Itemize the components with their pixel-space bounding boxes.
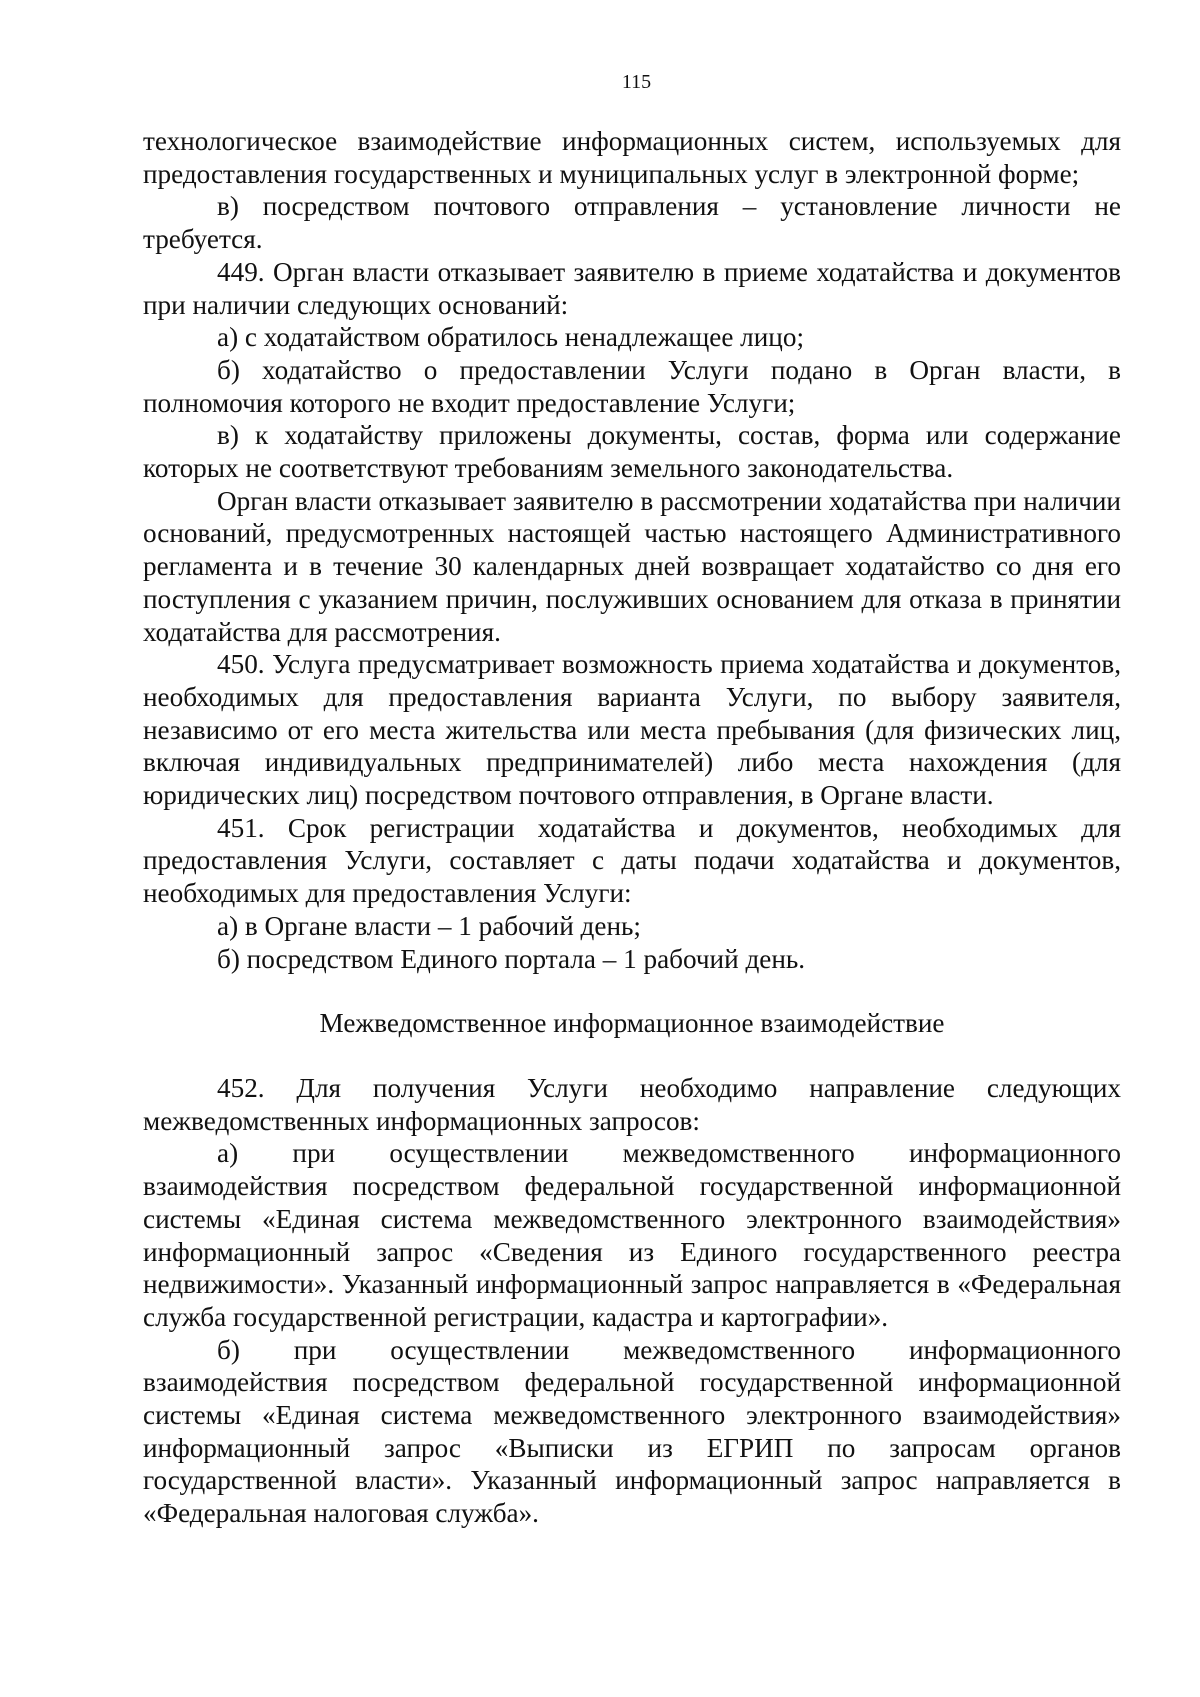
list-item: б) при осуществлении межведомственного информационного взаимодействия посредством федеральной государственной информационной системы «Единая система межведомственного электронного взаимодействия» информационный запрос «Выписки из ЕГРИП по запросам органов государственной власти». Указанный информационный запрос направляется в «Федеральная налоговая служба». [143,1334,1121,1529]
paragraph-449: 449. Орган власти отказывает заявителю в приеме ходатайства и документов при наличии следующих оснований: [143,256,1121,320]
paragraph: в) посредством почтового отправления – установление личности не требуется. [143,191,1121,255]
page-number: 115 [621,71,652,93]
document-body [143,125,1121,1530]
list-item: а) в Органе власти – 1 рабочий день; [217,910,641,941]
list-item: а) при осуществлении межведомственного информационного взаимодействия посредством федеральной государственной информационной системы «Единая система межведомственного электронного взаимодействия» информационный запрос «Сведения из Единого государственного реестра недвижимости». Указанный информационный запрос направляется в «Федеральная служба государственной регистрации, кадастра и картографии». [143,1138,1121,1332]
paragraph-450: 450. Услуга предусматривает возможность приема ходатайства и документов, необходимых для предоставления варианта Услуги, по выбору заявителя, независимо от его места жительства или места пребывания (для физических лиц, включая индивидуальных предпринимателей) либо места нахождения (для юридических лиц) посредством почтового отправления, в Органе власти. [143,649,1121,811]
paragraph: технологическое взаимодействие информационных систем, используемых для предоставления государственных и муниципальных услуг в электронной форме; [143,126,1121,189]
paragraph: Орган власти отказывает заявителю в рассмотрении ходатайства при наличии оснований, предусмотренных настоящей частью настоящего Административного регламента и в течение 30 календарных дней возвращает ходатайство со дня его поступления с указанием причин, послуживших основанием для отказа в принятии ходатайства для рассмотрения. [143,485,1121,647]
list-item: а) с ходатайством обратилось ненадлежащее лицо; [217,322,804,353]
list-item: в) к ходатайству приложены документы, состав, форма или содержание которых не соответствуют требованиям земельного законодательства. [143,420,1121,484]
paragraph-451: 451. Срок регистрации ходатайства и документов, необходимых для предоставления Услуги, составляет с даты подачи ходатайства и документов, необходимых для предоставления Услуги: [143,812,1121,909]
list-item: б) ходатайство о предоставлении Услуги подано в Орган власти, в полномочия которого не входит предоставление Услуги; [143,354,1121,418]
section-heading: Межведомственное информационное взаимодействие [319,1008,945,1039]
list-item: б) посредством Единого портала – 1 рабочий день. [217,943,806,974]
paragraph-452: 452. Для получения Услуги необходимо направление следующих межведомственных информационных запросов: [143,1072,1121,1136]
